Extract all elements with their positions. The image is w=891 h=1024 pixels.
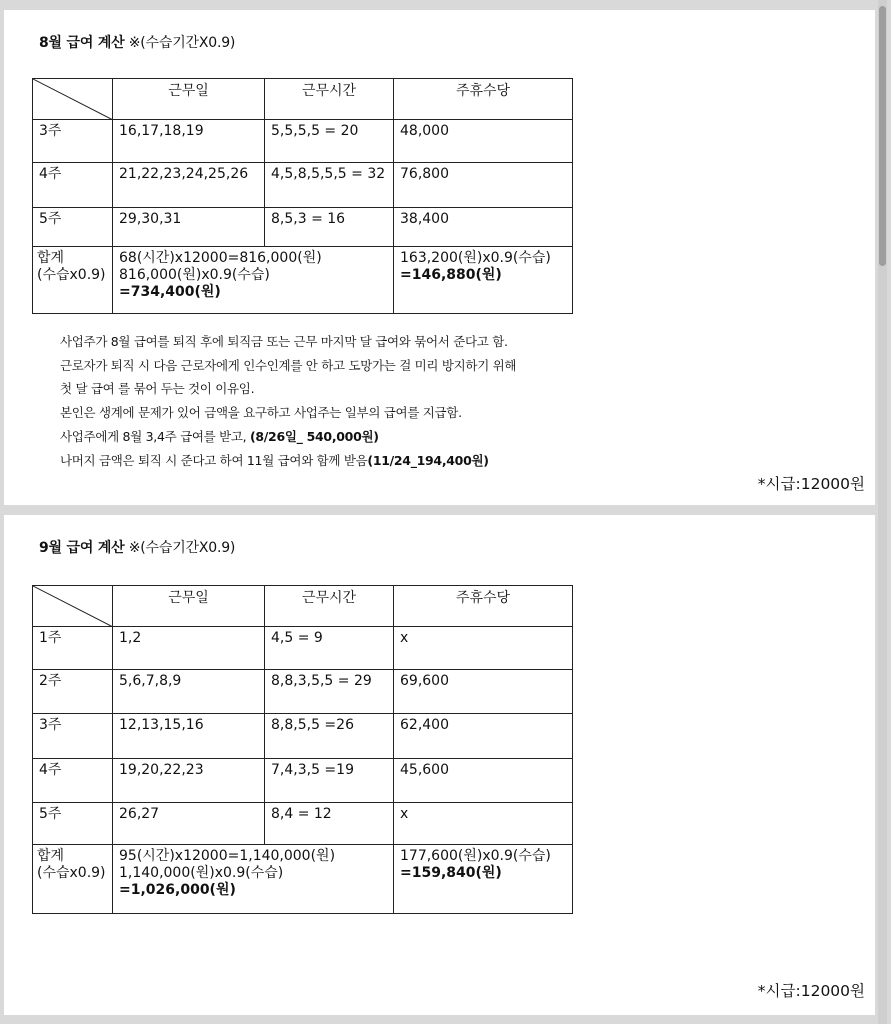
- days-cell: 12,13,15,16: [113, 714, 265, 759]
- title-main: 8월 급여 계산: [39, 35, 125, 51]
- total-calc-line: 816,000(원)x0.9(수습): [119, 267, 270, 283]
- table-header-row: [33, 586, 573, 627]
- total-allowance-calc: 177,600(원)x0.9(수습): [400, 848, 551, 864]
- total-label-note: (수습x0.9): [37, 865, 106, 881]
- total-calc-line: 95(시간)x12000=1,140,000(원): [119, 848, 336, 864]
- table-row: [33, 208, 573, 247]
- days-cell: 29,30,31: [113, 208, 265, 247]
- week-cell: 2주: [33, 670, 113, 714]
- note-line: 본인은 생계에 문제가 있어 금액을 요구하고 사업주는 일부의 급여를 지급함.: [60, 405, 462, 421]
- diagonal-header-cell: [33, 586, 113, 627]
- total-allowance-result: =146,880(원): [400, 267, 502, 283]
- pay-table: [32, 585, 573, 914]
- table-row: [33, 670, 573, 714]
- total-calc-line: 1,140,000(원)x0.9(수습): [119, 865, 284, 881]
- header-work-days: 근무일: [113, 586, 265, 627]
- total-allowance-cell: [394, 845, 573, 914]
- header-work-hours: 근무시간: [265, 79, 394, 120]
- total-pay-result: =734,400(원): [119, 284, 221, 300]
- hours-cell: 8,5,3 = 16: [265, 208, 394, 247]
- week-cell: 3주: [33, 714, 113, 759]
- header-weekly-allowance: 주휴수당: [394, 79, 573, 120]
- header-work-hours: 근무시간: [265, 586, 394, 627]
- header-work-days: 근무일: [113, 79, 265, 120]
- scrollbar-thumb[interactable]: [879, 6, 886, 266]
- total-calc-line: 68(시간)x12000=816,000(원): [119, 250, 322, 266]
- total-allowance-cell: [394, 247, 573, 314]
- week-cell: 3주: [33, 120, 113, 163]
- allowance-cell: 69,600: [394, 670, 573, 714]
- diagonal-line: [33, 79, 113, 120]
- pay-table: [32, 78, 573, 314]
- allowance-cell: 38,400: [394, 208, 573, 247]
- table-row: [33, 120, 573, 163]
- hourly-wage-note: *시급:12000원: [757, 982, 865, 1000]
- hours-cell: 8,8,3,5,5 = 29: [265, 670, 394, 714]
- total-calc-cell: [113, 845, 394, 914]
- table-total-row: [33, 845, 573, 914]
- total-label-cell: [33, 247, 113, 314]
- total-label-note: (수습x0.9): [37, 267, 106, 283]
- week-cell: 5주: [33, 803, 113, 845]
- hours-cell: 8,4 = 12: [265, 803, 394, 845]
- notes-block: [60, 330, 516, 472]
- total-label: 합계: [37, 250, 65, 266]
- days-cell: 26,27: [113, 803, 265, 845]
- document-page-2: [4, 515, 875, 1015]
- page-title: [39, 537, 235, 557]
- vertical-scrollbar[interactable]: [878, 0, 887, 1024]
- week-cell: 5주: [33, 208, 113, 247]
- total-calc-cell: [113, 247, 394, 314]
- hours-cell: 4,5,8,5,5,5 = 32: [265, 163, 394, 208]
- allowance-cell: 76,800: [394, 163, 573, 208]
- table-row: [33, 627, 573, 670]
- title-note: ※(수습기간X0.9): [124, 540, 236, 556]
- days-cell: 1,2: [113, 627, 265, 670]
- total-label-cell: [33, 845, 113, 914]
- table-header-row: [33, 79, 573, 120]
- note-line: 첫 달 급여 를 묶어 두는 것이 이유임.: [60, 381, 255, 397]
- days-cell: 16,17,18,19: [113, 120, 265, 163]
- table-total-row: [33, 247, 573, 314]
- note-line: 사업주가 8월 급여를 퇴직 후에 퇴직금 또는 근무 마지막 달 급여와 묶어서 준다고 함.: [60, 334, 508, 349]
- note-line: 나머지 금액은 퇴직 시 준다고 하여 11월 급여와 함께 받음(11/24_194,400원): [60, 452, 489, 468]
- table-row: [33, 803, 573, 845]
- hours-cell: 8,8,5,5 =26: [265, 714, 394, 759]
- total-label: 합계: [37, 848, 65, 864]
- hours-cell: 4,5 = 9: [265, 627, 394, 670]
- allowance-cell: 62,400: [394, 714, 573, 759]
- table-row: [33, 163, 573, 208]
- week-cell: 4주: [33, 163, 113, 208]
- title-note: ※(수습기간X0.9): [124, 35, 236, 51]
- allowance-cell: x: [394, 803, 573, 845]
- total-allowance-result: =159,840(원): [400, 865, 502, 881]
- header-weekly-allowance: 주휴수당: [394, 586, 573, 627]
- allowance-cell: 48,000: [394, 120, 573, 163]
- days-cell: 5,6,7,8,9: [113, 670, 265, 714]
- total-pay-result: =1,026,000(원): [119, 882, 236, 898]
- days-cell: 21,22,23,24,25,26: [113, 163, 265, 208]
- hourly-wage-note: *시급:12000원: [757, 475, 865, 493]
- allowance-cell: 45,600: [394, 759, 573, 803]
- hours-cell: 5,5,5,5 = 20: [265, 120, 394, 163]
- title-main: 9월 급여 계산: [39, 540, 125, 556]
- days-cell: 19,20,22,23: [113, 759, 265, 803]
- week-cell: 1주: [33, 627, 113, 670]
- table-row: [33, 759, 573, 803]
- allowance-cell: x: [394, 627, 573, 670]
- table-row: [33, 714, 573, 759]
- total-allowance-calc: 163,200(원)x0.9(수습): [400, 250, 551, 266]
- week-cell: 4주: [33, 759, 113, 803]
- document-page-1: [4, 10, 875, 505]
- note-line: 사업주에게 8월 3,4주 급여를 받고, (8/26일_ 540,000원): [60, 428, 379, 444]
- note-line: 근로자가 퇴직 시 다음 근로자에게 인수인계를 안 하고 도망가는 걸 미리 방지하기 위해: [60, 357, 517, 373]
- page-title: [39, 32, 235, 52]
- hours-cell: 7,4,3,5 =19: [265, 759, 394, 803]
- diagonal-line: [33, 586, 113, 627]
- diagonal-header-cell: [33, 79, 113, 120]
